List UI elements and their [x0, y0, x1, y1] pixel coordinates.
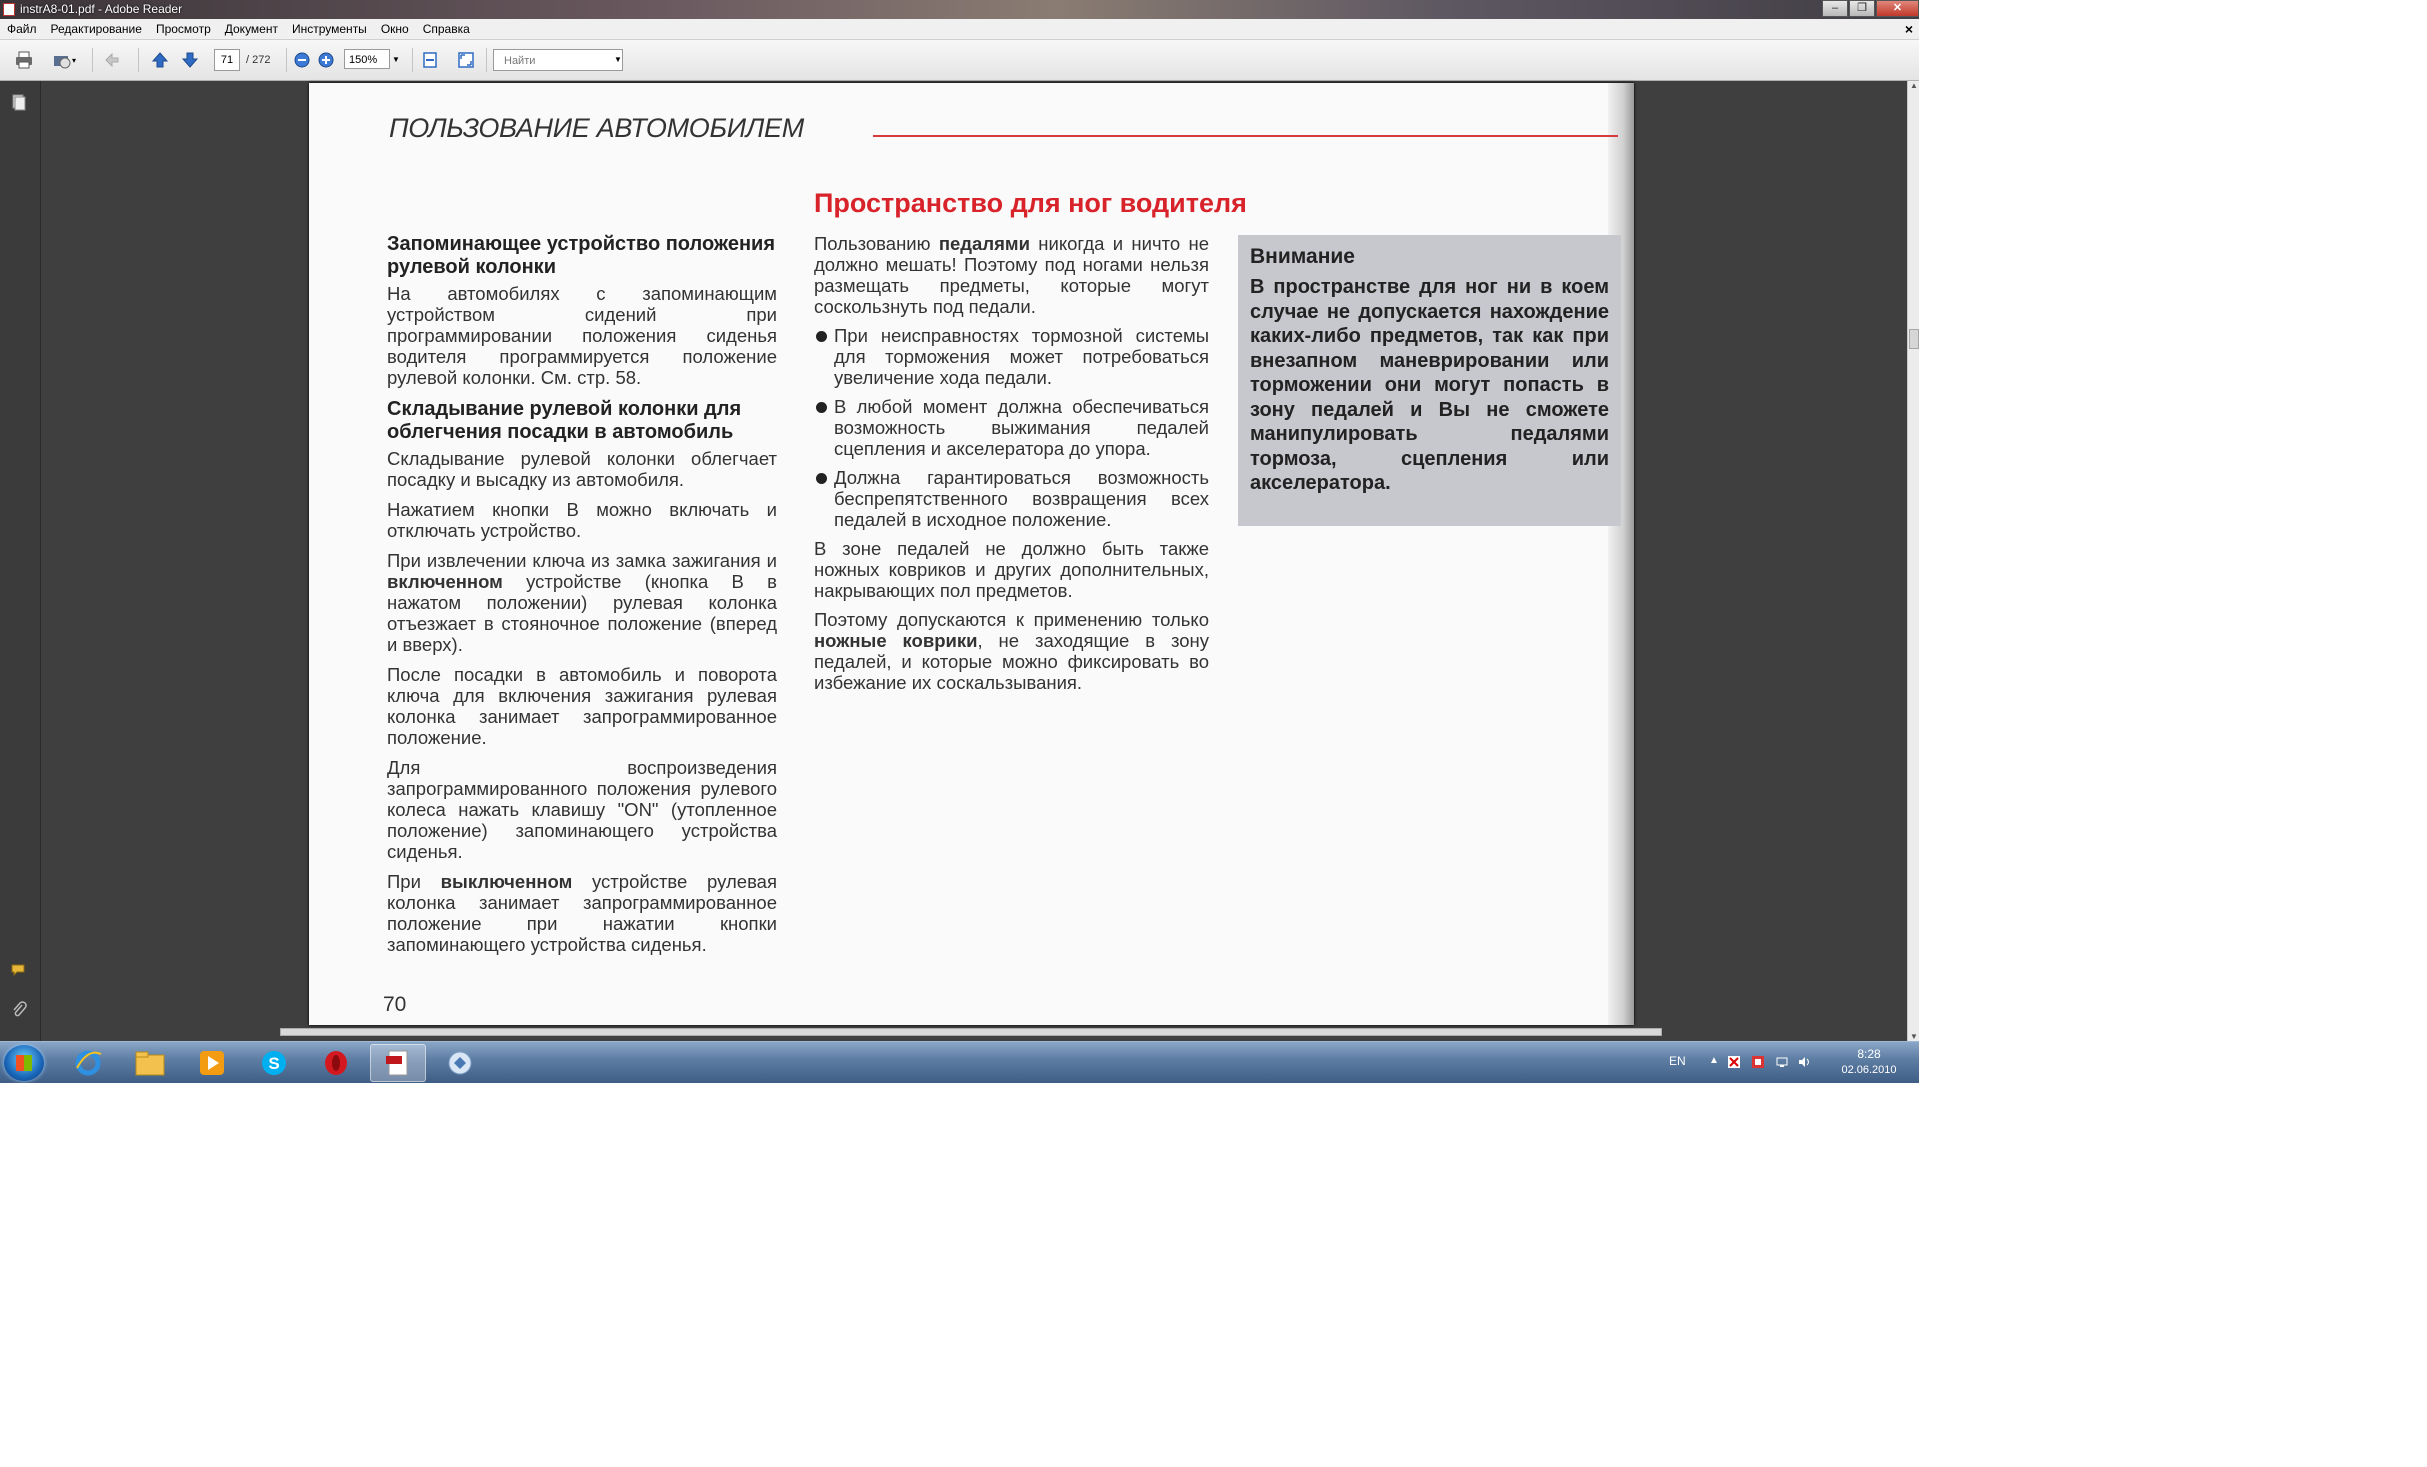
toolbar-separator [486, 48, 487, 72]
folder-icon [134, 1049, 166, 1077]
scroll-down-icon[interactable]: ▼ [1910, 1032, 1918, 1041]
zoom-out-icon [292, 50, 312, 70]
paragraph: Складывание рулевой колонки облегчает посадку и высадку из автомобиля. [387, 448, 777, 490]
toolbar-separator [92, 48, 93, 72]
minimize-button[interactable]: – [1822, 0, 1848, 17]
zoom-level-field[interactable]: 150% [344, 49, 390, 69]
menu-file[interactable]: Файл [7, 22, 37, 36]
subheading-folding: Складывание рулевой колонки для облегчения посадки в автомобиль [387, 398, 742, 443]
full-screen-button[interactable] [456, 50, 476, 70]
warning-box [1238, 235, 1621, 526]
svg-text:S: S [268, 1054, 280, 1073]
taskbar-utility[interactable] [432, 1044, 488, 1082]
action-center-icon[interactable] [1727, 1055, 1741, 1069]
paragraph: При выключенном устройстве рулевая колонка занимает запрограммированное положение при нажатии кнопки запоминающего устройства сиденья. [387, 871, 777, 955]
paragraph: Нажатием кнопки B можно включать и отключать устройство. [387, 499, 777, 541]
windows-logo-icon [16, 1055, 32, 1071]
taskbar-explorer[interactable] [122, 1044, 178, 1082]
printer-icon [14, 50, 34, 70]
paragraph: Пользованию педалями никогда и ничто не должно мешать! Поэтому под ногами нельзя размещать предметы, которые могут соскользнуть под педали. [814, 233, 1209, 317]
bullet-icon [816, 402, 827, 413]
volume-icon[interactable] [1797, 1055, 1811, 1069]
horizontal-scrollbar[interactable] [280, 1028, 1662, 1036]
menu-tools[interactable]: Инструменты [291, 22, 367, 36]
up-arrow-icon [150, 50, 170, 70]
clock-time[interactable]: 8:28 [1857, 1047, 1881, 1061]
fit-page-button[interactable] [420, 50, 440, 70]
page-number-input[interactable]: 71 [214, 49, 240, 71]
navigation-pane [0, 81, 41, 1041]
start-button[interactable] [4, 1045, 44, 1081]
zoom-dropdown-icon[interactable]: ▼ [392, 55, 400, 64]
network-icon[interactable] [1775, 1055, 1789, 1069]
taskbar-media-player[interactable] [184, 1044, 240, 1082]
taskbar-skype[interactable] [246, 1044, 302, 1082]
page-number: 70 [383, 993, 407, 1016]
paragraph: Для воспроизведения запрограммированного положения рулевого колеса нажать клавишу "ON" (утопленное положение) запоминающего устройства сиденья. [387, 757, 777, 862]
taskbar-adobe-reader[interactable] [370, 1044, 426, 1082]
menu-bar [0, 19, 1919, 40]
opera-icon [321, 1048, 351, 1078]
paragraph: После посадки в автомобиль и поворота ключа для включения зажигания рулевая колонка занимает запрограммированное положение. [387, 664, 777, 748]
page-total: / 272 [246, 54, 271, 66]
print-button[interactable] [14, 50, 34, 70]
show-hidden-icons-icon[interactable]: ▲ [1709, 1055, 1719, 1066]
paragraph: На автомобилях с запоминающим устройством сидений при программировании положения сиденья водителя программируется положение рулевой колонки. См. стр. 58. [387, 283, 777, 388]
menu-document[interactable]: Документ [224, 22, 278, 36]
previous-page-button[interactable] [150, 50, 170, 70]
find-dropdown-icon[interactable]: ▼ [614, 55, 622, 64]
bullet-icon [816, 331, 827, 342]
warning-title: Внимание [1250, 245, 1355, 268]
paragraph: В зоне педалей не должно быть также ножных ковриков и других дополнительных, накрывающих пол предметов. [814, 538, 1209, 601]
previous-view-button[interactable] [102, 50, 122, 70]
fit-page-icon [420, 50, 440, 70]
comments-panel-icon[interactable] [10, 961, 28, 979]
taskbar-internet-explorer[interactable] [60, 1044, 116, 1082]
skype-icon [259, 1048, 289, 1078]
bullet-icon [816, 473, 827, 484]
toolbar [0, 40, 1919, 81]
page-spine-shadow [1608, 83, 1634, 1025]
scroll-thumb[interactable] [1909, 329, 1919, 349]
menu-help[interactable]: Справка [422, 22, 470, 36]
find-input[interactable]: Найти [493, 49, 623, 71]
back-arrow-icon [102, 50, 122, 70]
toolbar-separator [286, 48, 287, 72]
header-rule [873, 135, 1618, 137]
close-document-icon[interactable]: × [1904, 21, 1913, 37]
share-button[interactable] [52, 50, 76, 70]
bullet-item: Должна гарантироваться возможность беспрепятственного возвращения всех педалей в исходное положение. [814, 467, 1209, 530]
antivirus-icon[interactable] [1751, 1055, 1765, 1069]
attachments-panel-icon[interactable] [10, 1001, 28, 1019]
vertical-scrollbar[interactable] [1907, 81, 1919, 1041]
next-page-button[interactable] [180, 50, 200, 70]
pdf-page [309, 83, 1634, 1025]
paragraph: При извлечении ключа из замка зажигания и включенном устройстве (кнопка B в нажатом положении) рулевая колонка отъезжает в стояночное положение (вперед и вверх). [387, 550, 777, 655]
zoom-in-button[interactable] [316, 50, 336, 70]
utility-app-icon [445, 1048, 475, 1078]
maximize-button[interactable]: ❐ [1849, 0, 1875, 17]
title-bar [0, 0, 1919, 19]
full-screen-icon [456, 50, 476, 70]
mail-print-icon [52, 50, 72, 70]
menu-window[interactable]: Окно [380, 22, 409, 36]
system-tray [1669, 1042, 1919, 1083]
down-arrow-icon [180, 50, 200, 70]
taskbar [0, 1041, 1919, 1083]
section-heading: Пространство для ног водителя [814, 188, 1247, 218]
taskbar-opera[interactable] [308, 1044, 364, 1082]
dropdown-arrow-icon: ▾ [72, 55, 77, 65]
middle-column [814, 233, 1209, 701]
media-player-icon [197, 1048, 227, 1078]
subheading-memory: Запоминающее устройство положения рулевой колонки [387, 233, 776, 278]
warning-text: В пространстве для ног ни в коем случае не допускается нахождение каких-либо предметов, так как при внезапном маневрировании или торможении они могут попасть в зону педалей и Вы не сможете манипулировать педалями тормоза, сцепления или акселератора. [1250, 276, 1609, 494]
pdf-app-icon [3, 3, 15, 16]
toolbar-separator [138, 48, 139, 72]
menu-view[interactable]: Просмотр [155, 22, 211, 36]
internet-explorer-icon [73, 1048, 103, 1078]
adobe-reader-icon [383, 1048, 413, 1078]
clock-date[interactable]: 02.06.2010 [1841, 1064, 1897, 1076]
close-button[interactable]: ✕ [1876, 0, 1919, 17]
paragraph: Поэтому допускаются к применению только ножные коврики, не заходящие в зону педалей, и которые можно фиксировать во избежание их соскальзывания. [814, 609, 1209, 693]
pages-panel-icon[interactable] [10, 93, 28, 111]
bullet-item: При неисправностях тормозной системы для торможения может потребоваться увеличение хода педали. [814, 325, 1209, 388]
scroll-up-icon[interactable]: ▲ [1910, 81, 1918, 90]
window-title: instrA8-01.pdf - Adobe Reader [20, 2, 183, 16]
running-head: ПОЛЬЗОВАНИЕ АВТОМОБИЛЕМ [389, 113, 804, 143]
bullet-item: В любой момент должна обеспечиваться возможность выжимания педалей сцепления и акселератора до упора. [814, 396, 1209, 459]
left-column [387, 233, 777, 964]
language-indicator[interactable]: EN [1669, 1054, 1686, 1068]
toolbar-separator [412, 48, 413, 72]
window-controls [1821, 0, 1919, 18]
zoom-out-button[interactable] [292, 50, 312, 70]
zoom-in-icon [316, 50, 336, 70]
menu-edit[interactable]: Редактирование [50, 22, 142, 36]
